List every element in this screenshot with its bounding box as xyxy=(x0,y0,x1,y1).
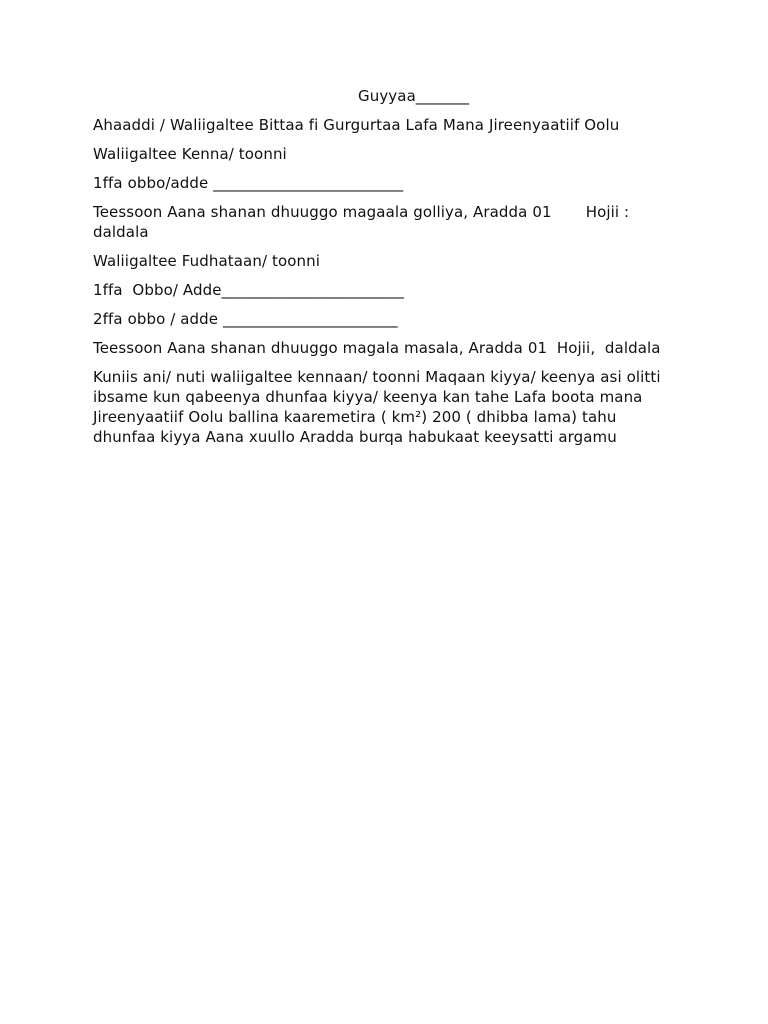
receiver-address: Teessoon Aana shanan dhuuggo magala masala, Aradda 01 Hojii, daldala xyxy=(93,339,661,357)
agreement-title: Ahaaddi / Waliigaltee Bittaa fi Gurgurtaa Lafa Mana Jireenyaatiif Oolu xyxy=(93,116,620,134)
agreement-body: Kuniis ani/ nuti waliigaltee kennaan/ toonni Maqaan kiyya/ keenya asi olitti ibsame kun qabeenya dhunfaa kiyya/ keenya kan tahe Lafa boota mana Jireenyaatiif Oolu ballina kaaremetira ( km²) 200 ( dhibba lama) tahu dhunfaa kiyya Aana xuullo Aradda burqa habukaat keeysatti argamu xyxy=(93,368,666,446)
date-line: Guyyaa_______ xyxy=(358,87,470,105)
giver-address: Teessoon Aana shanan dhuuggo magaala golliya, Aradda 01 Hojii : daldala xyxy=(93,203,635,241)
receiver-name-line-1: 1ffa Obbo/ Adde________________________ xyxy=(93,281,404,299)
receiver-heading: Waliigaltee Fudhataan/ toonni xyxy=(93,252,320,270)
giver-heading: Waliigaltee Kenna/ toonni xyxy=(93,145,287,163)
document-body xyxy=(93,86,683,456)
giver-name-line: 1ffa obbo/adde _________________________ xyxy=(93,174,404,192)
receiver-name-line-2: 2ffa obbo / adde _______________________ xyxy=(93,310,398,328)
